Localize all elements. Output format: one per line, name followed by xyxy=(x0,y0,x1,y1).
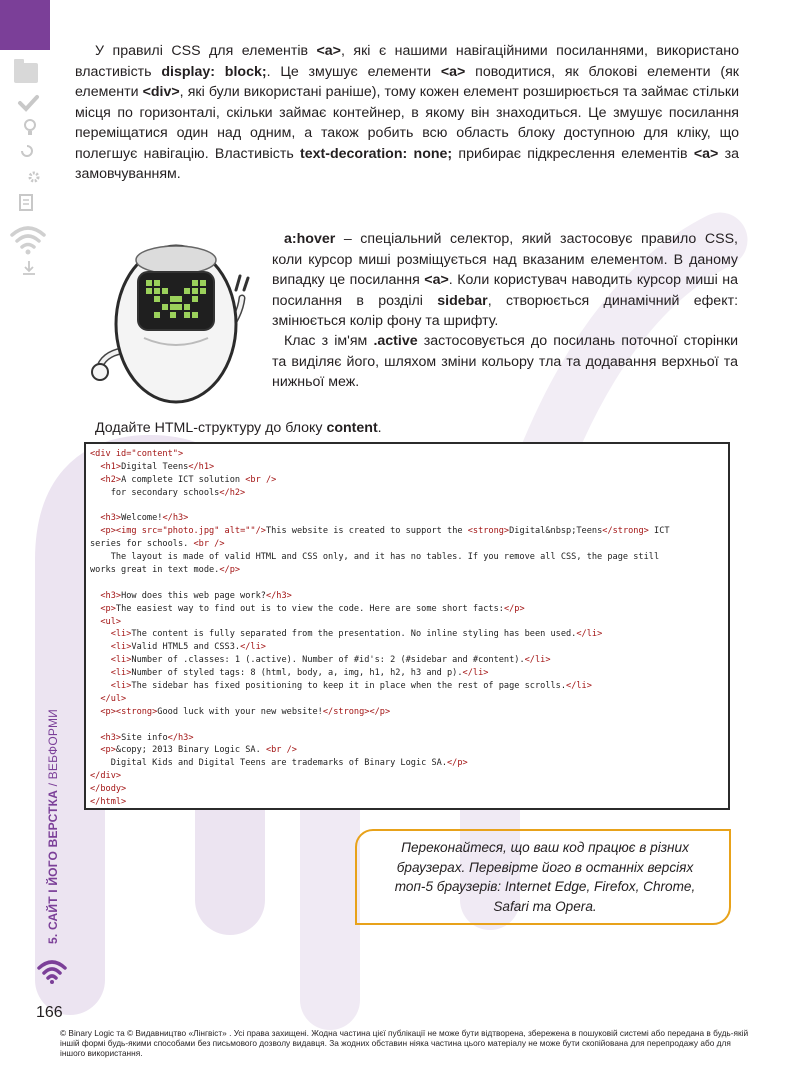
code-line: <p><img src="photo.jpg" alt=""/>This website is created to support the <strong>Digital&nbsp;Teens</strong> ICT xyxy=(100,526,670,537)
section-title xyxy=(46,709,60,944)
section-title-bold: 5. САЙТ І ЙОГО ВЕРСТКА xyxy=(46,789,60,944)
bold-term: content xyxy=(326,420,378,436)
paragraph-hover-selector: a:hover – спеціальний селектор, який застосовує правило CSS, коли курсор миші розміщується над вказаним елементом. В даному випадку це посилання <a>. Коли користувач наводить курсор миші на посилання в розділі sidebar, створюється динамічний ефект: змінюється колір фону та шрифту. xyxy=(272,231,739,329)
code-line: <h2>A complete ICT solution <br /> xyxy=(100,474,277,485)
code-line: <h3>How does this web page work?</h3> xyxy=(100,590,292,601)
code-line: Digital Kids and Digital Teens are trademarks of Binary Logic SA.</p> xyxy=(90,758,468,769)
tip-note-text: Переконайтеся, що ваш код працює в різних браузерах. Перевірте його в останніх версіях топ-5 браузерів: Internet Edge, Firefox, Chrome, Safari та Opera. xyxy=(394,840,696,914)
code-line: <p>&copy; 2013 Binary Logic SA. <br /> xyxy=(100,745,297,756)
paragraph-active-class: Клас з ім'ям .active застосовується до посилань поточної сторінки та виділяє його, шляхом зміни кольору тла та додавання верхньої та нижньої меж. xyxy=(272,333,738,390)
bold-term: display: block; xyxy=(161,63,267,80)
bold-term: .active xyxy=(373,333,418,349)
wifi-icon xyxy=(12,228,44,255)
code-line: <li>Number of styled tags: 8 (html, body, a, img, h1, h2, h3 and p).</li> xyxy=(110,668,489,679)
checkmark-icon xyxy=(20,97,37,109)
code-line: </ul> xyxy=(100,693,127,704)
code-line: series for schools. <br /> xyxy=(90,539,225,550)
code-line: <p><strong>Good luck with your new website!</strong></p> xyxy=(100,706,391,717)
code-line: <h3>Welcome!</h3> xyxy=(100,513,189,524)
wifi-logo-icon xyxy=(37,958,67,984)
paragraph-display-block: У правилі CSS для елементів <a>, які є нашими навігаційними посиланнями, використано властивість display: block;. Це змушує елементи <a> поводитися, як блокові елементи (як елементи <div>, які були використані раніше), тому кожен елемент розширюється та займає стільки місця по горизонталі, скільки займає контейнер, в якому він знаходиться. Це змушує посилання переміщатися один над одним, а також робить всю область блоку доступною для кліку, що полегшує навігацію. Властивість text-decoration: none; прибирає підкреслення елементів <a> за замовчуванням. xyxy=(75,43,740,182)
page-number: 166 xyxy=(36,1004,63,1021)
code-line: </html> xyxy=(90,797,127,808)
code-line: for secondary schools</h2> xyxy=(90,487,246,498)
copyright-notice: © Binary Logic та © Видавництво «Лінгвіст» . Усі права захищені. Жодна частина цієї публікації не може бути відтворена, збережена в пошуковій системі або передана в будь-якій іншій формі будь-якими способами без письмового дозволу видавця. За жодних обставин ніяка частина цього матеріалу не може бути скопійована для перепродажу або для іншого використання. xyxy=(60,1028,749,1058)
html-code-listing xyxy=(84,442,730,810)
download-icon xyxy=(23,261,35,274)
gear-icon xyxy=(30,173,38,181)
code-line: </div> xyxy=(90,771,122,782)
code-line: works great in text mode.</p> xyxy=(90,565,241,576)
folder-icon xyxy=(14,59,38,83)
code-line: <li>Valid HTML5 and CSS3.</li> xyxy=(110,642,266,653)
code-line: <li>Number of .classes: 1 (.active). Number of #id's: 2 (#sidebar and #content).</li> xyxy=(110,655,551,666)
code-line: <li>The content is fully separated from the presentation. No inline styling has been used.</li> xyxy=(110,629,603,640)
tip-note-box xyxy=(355,829,731,925)
robot-head-cap xyxy=(136,246,216,274)
refresh-icon xyxy=(22,146,32,156)
code-line: <div id="content"> xyxy=(90,449,184,459)
bold-term: <div> xyxy=(142,84,180,100)
bold-term: <a> xyxy=(693,145,719,162)
code-line xyxy=(90,500,724,513)
code-line: <ul> xyxy=(100,616,122,627)
bold-term: <a> xyxy=(440,63,466,80)
code-line: <p>The easiest way to find out is to view the code. Here are some short facts:</p> xyxy=(100,603,525,614)
bold-term: text-decoration: none; xyxy=(300,145,453,162)
code-line: <h3>Site info</h3> xyxy=(100,732,194,743)
paragraph-add-html: Додайте HTML-структуру до блоку content. xyxy=(95,420,382,436)
code-line: <li>The sidebar has fixed positioning to keep it in place when the rest of page scrolls.</li> xyxy=(110,681,592,692)
section-title-rest: / ВЕБФОРМИ xyxy=(46,709,60,790)
robot-mascot-illustration xyxy=(88,232,268,404)
code-line: The layout is made of valid HTML and CSS only, and it has no tables. If you remove all CSS, the page still xyxy=(90,552,660,563)
bold-term: a:hover xyxy=(284,231,336,247)
bold-term: <a> xyxy=(424,272,449,288)
bold-term: sidebar xyxy=(437,292,488,309)
document-icon xyxy=(20,195,32,210)
code-line: </body> xyxy=(90,784,127,795)
code-line xyxy=(90,719,724,732)
lightbulb-icon xyxy=(25,120,35,135)
code-line: <h1>Digital Teens</h1> xyxy=(100,461,215,472)
code-line xyxy=(90,577,724,590)
margin-icon-strip xyxy=(0,55,50,285)
bold-term: <a> xyxy=(316,43,341,59)
chapter-color-tab xyxy=(0,0,50,50)
